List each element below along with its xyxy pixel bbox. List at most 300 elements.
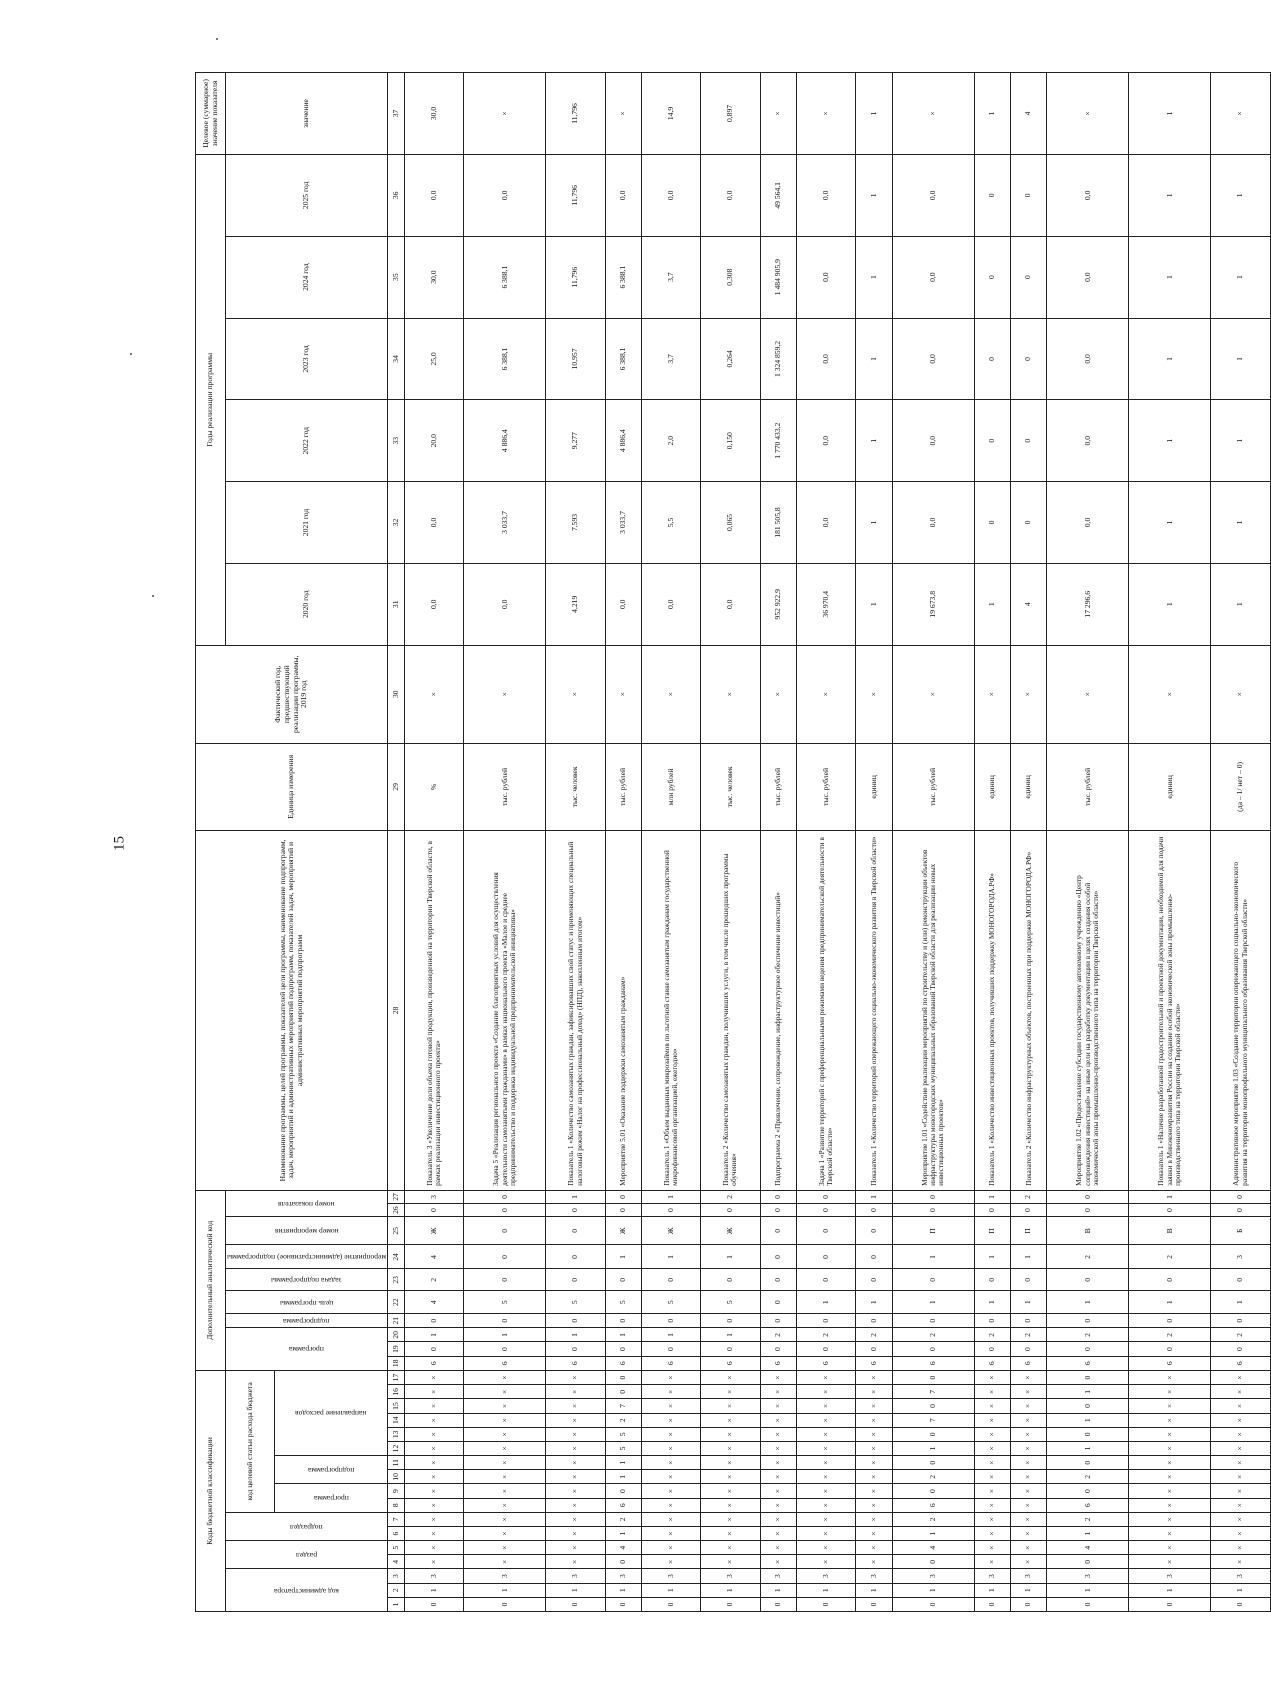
code-cell: × (1011, 1541, 1047, 1555)
unit-header: Единица измерения (196, 743, 388, 830)
code-cell: × (974, 1441, 1010, 1455)
table-row (974, 73, 1010, 1612)
code-cell: 1 (1129, 1291, 1211, 1314)
code-cell: 6 (1047, 1356, 1129, 1370)
column-number: 17 (388, 1370, 405, 1384)
year-value-cell: 1 (856, 236, 892, 318)
year-value-cell: 4,219 (546, 563, 605, 645)
code-cell: × (642, 1484, 701, 1498)
scan-mark (130, 353, 132, 355)
code-cell: 0 (796, 1245, 855, 1269)
code-cell: × (1129, 1526, 1211, 1540)
code-cell: 0 (796, 1190, 855, 1203)
row-fact-year: × (701, 645, 760, 743)
code-cell: 0 (405, 1314, 464, 1328)
code-cell: × (796, 1399, 855, 1413)
code-cell: 0 (974, 1314, 1010, 1328)
year-value-cell: 4 886,4 (464, 400, 546, 482)
code-cell: 0 (546, 1597, 605, 1611)
code-cell: 0 (760, 1269, 796, 1291)
year-value-cell: 1 (974, 563, 1010, 645)
code-cell: 0 (892, 1456, 974, 1470)
code-cell: × (1211, 1555, 1270, 1569)
code-cell: 2 (405, 1269, 464, 1291)
code-cell: × (974, 1456, 1010, 1470)
code-cell: 0 (464, 1269, 546, 1291)
code-cell: × (796, 1413, 855, 1427)
code-cell: 0 (892, 1314, 974, 1328)
target-value-cell: 4 (1011, 73, 1047, 155)
code-cell: × (974, 1370, 1010, 1384)
target-value-cell: 30,0 (405, 73, 464, 155)
column-number: 32 (388, 482, 405, 564)
code-cell: Б (1211, 1217, 1270, 1245)
column-number: 5 (388, 1541, 405, 1555)
target-value-cell: 11,796 (546, 73, 605, 155)
code-cell: × (796, 1484, 855, 1498)
code-cell: × (546, 1413, 605, 1427)
row-unit: (да – 1/ нет – 0) (1211, 743, 1270, 830)
column-number: 35 (388, 236, 405, 318)
column-number: 29 (388, 743, 405, 830)
code-cell: 0 (701, 1269, 760, 1291)
code-cell: 0 (1011, 1269, 1047, 1291)
code-cell: 1 (605, 1470, 641, 1484)
year-value-cell: 7,593 (546, 482, 605, 564)
code-cell: 0 (892, 1370, 974, 1384)
code-cell: × (642, 1498, 701, 1512)
code-cell: 0 (605, 1385, 641, 1399)
code-cell: 1 (642, 1245, 701, 1269)
year-value-cell: 0 (974, 318, 1010, 400)
code-cell: 0 (405, 1342, 464, 1356)
column-number: 36 (388, 154, 405, 236)
code-cell: 6 (701, 1356, 760, 1370)
code-cell: 0 (760, 1217, 796, 1245)
code-cell: × (974, 1526, 1010, 1540)
row-unit: единиц (974, 743, 1010, 830)
code-cell: × (856, 1498, 892, 1512)
code-cell: × (1211, 1456, 1270, 1470)
year-value-cell: 0,0 (1047, 236, 1129, 318)
code-cell: 0 (605, 1204, 641, 1217)
code-cell: × (464, 1541, 546, 1555)
table-row (464, 73, 546, 1612)
code-cell: × (405, 1555, 464, 1569)
year-value-cell: 0 (1011, 236, 1047, 318)
code-cell: 0 (974, 1204, 1010, 1217)
year-value-cell: 0,0 (701, 563, 760, 645)
code-cell: × (642, 1555, 701, 1569)
code-cell: 0 (605, 1269, 641, 1291)
code-cell: 1 (1047, 1583, 1129, 1597)
code-cell: 1 (701, 1328, 760, 1342)
rotated-table-container (195, 72, 1249, 1612)
code-cell: 0 (856, 1204, 892, 1217)
code-cell: × (701, 1370, 760, 1384)
code-cell: × (642, 1526, 701, 1540)
code-cell: × (701, 1456, 760, 1470)
code-cell: × (464, 1484, 546, 1498)
code-cell: 0 (1047, 1342, 1129, 1356)
code-cell: 2 (892, 1328, 974, 1342)
code-cell: × (1011, 1555, 1047, 1569)
code-cell: 1 (892, 1291, 974, 1314)
year-value-cell: 5,5 (642, 482, 701, 564)
code-cell: 1 (856, 1291, 892, 1314)
table-row (760, 73, 796, 1612)
year-value-cell: 1 (856, 482, 892, 564)
code-cell: × (701, 1484, 760, 1498)
year-value-cell: 0 (1011, 154, 1047, 236)
code-cell: 0 (642, 1597, 701, 1611)
target-value-cell: × (892, 73, 974, 155)
row-fact-year: × (892, 645, 974, 743)
code-cell: × (1211, 1526, 1270, 1540)
code-cell: 1 (405, 1583, 464, 1597)
code-cell: 2 (1211, 1328, 1270, 1342)
row-name: Подпрограмма 2 «Привлечение, сопровождение, инфраструктурное обеспечение инвестиций» (760, 831, 796, 1191)
code-cell: × (1011, 1498, 1047, 1512)
code-cell: 1 (605, 1328, 641, 1342)
code-cell: 0 (642, 1204, 701, 1217)
code-cell: × (464, 1370, 546, 1384)
code-cell: 0 (546, 1217, 605, 1245)
year-value-cell: 1 (856, 318, 892, 400)
code-cell: 3 (1211, 1245, 1270, 1269)
year-value-cell: 3 033,7 (464, 482, 546, 564)
column-number: 31 (388, 563, 405, 645)
value-header: значение (226, 73, 388, 155)
code-cell: 0 (1211, 1342, 1270, 1356)
code-cell: 1 (605, 1456, 641, 1470)
code-cell: 4 (605, 1541, 641, 1555)
year-value-cell: 9,277 (546, 400, 605, 482)
code-cell: × (1011, 1470, 1047, 1484)
year-value-cell: 20,0 (405, 400, 464, 482)
code-cell: 0 (796, 1269, 855, 1291)
fact-year-header: Фактический год, предшествующий реализации программы, 2019 год (196, 645, 388, 743)
row-name: Административное мероприятие 1.03 «Создание территории опережающего социально-экономического развития на территории монопрофильного муниципального образования Тверской области» (1211, 831, 1270, 1191)
row-unit: тыс. человек (701, 743, 760, 830)
code-cell: × (1211, 1498, 1270, 1512)
code-cell: 1 (796, 1291, 855, 1314)
code-cell: × (642, 1456, 701, 1470)
code-cell: × (796, 1512, 855, 1526)
code-cell: × (1211, 1413, 1270, 1427)
code-cell: × (642, 1413, 701, 1427)
row-name: Задача 1 «Развитие территорий с преференциальными режимами ведения предпринимательской деятельности в Тверской области» (796, 831, 855, 1191)
table-row (856, 73, 892, 1612)
code-cell: × (1011, 1441, 1047, 1455)
code-cell: 2 (856, 1328, 892, 1342)
code-cell: × (974, 1427, 1010, 1441)
code-cell: 0 (760, 1204, 796, 1217)
code-cell: 0 (1211, 1204, 1270, 1217)
code-cell: × (1011, 1456, 1047, 1470)
code-cell: × (760, 1555, 796, 1569)
row-unit: тыс. рублей (1047, 743, 1129, 830)
year-value-cell: 952 922,9 (760, 563, 796, 645)
code-cell: 5 (605, 1427, 641, 1441)
code-cell: 0 (605, 1370, 641, 1384)
column-number: 27 (388, 1190, 405, 1203)
year-value-cell: 1 (1129, 482, 1211, 564)
code-cell: 0 (1047, 1484, 1129, 1498)
year-value-cell: 0 (974, 400, 1010, 482)
year-value-cell: 0,0 (796, 154, 855, 236)
page-number: 15 (111, 836, 128, 851)
row-unit: млн рублей (642, 743, 701, 830)
column-number: 33 (388, 400, 405, 482)
year-value-cell: 0 (974, 154, 1010, 236)
code-cell: 0 (701, 1204, 760, 1217)
column-number: 9 (388, 1484, 405, 1498)
code-cell: × (856, 1541, 892, 1555)
code-cell: 0 (701, 1597, 760, 1611)
code-cell: 3 (1047, 1569, 1129, 1583)
code-cell: × (760, 1385, 796, 1399)
code-cell: × (796, 1555, 855, 1569)
code-cell: 0 (1047, 1456, 1129, 1470)
year-value-cell: 0,0 (1047, 318, 1129, 400)
code-cell: 5 (642, 1291, 701, 1314)
years-header: Годы реализации программы (196, 154, 226, 645)
row-name: Показатель 1 «Количество самозанятых граждан, зафиксировавших свой статус и применяющих специальный налоговый режим «Налог на профессиональный доход» (НПД), накопленным итогом» (546, 831, 605, 1191)
code-cell: × (1211, 1427, 1270, 1441)
code-cell: 6 (405, 1356, 464, 1370)
year-value-cell: 1 (1129, 154, 1211, 236)
code-cell: 0 (464, 1314, 546, 1328)
code-cell: × (464, 1413, 546, 1427)
row-unit: единиц (1129, 743, 1211, 830)
admin-code-header: код администратора (274, 1586, 340, 1596)
row-fact-year: × (1211, 645, 1270, 743)
target-value-cell: 14,9 (642, 73, 701, 155)
code-cell: 1 (546, 1190, 605, 1203)
target-value-cell: 1 (974, 73, 1010, 155)
code-cell: × (1011, 1370, 1047, 1384)
row-fact-year: × (546, 645, 605, 743)
code-cell: 6 (1011, 1356, 1047, 1370)
code-cell: × (1211, 1512, 1270, 1526)
code-cell: 2 (1129, 1245, 1211, 1269)
target-value-cell: 0,897 (701, 73, 760, 155)
column-number: 7 (388, 1512, 405, 1526)
code-cell: × (796, 1441, 855, 1455)
code-cell: 0 (892, 1555, 974, 1569)
code-cell: 3 (760, 1569, 796, 1583)
code-cell: × (405, 1385, 464, 1399)
target-value-cell: × (464, 73, 546, 155)
code-cell: × (464, 1526, 546, 1540)
code-cell: 3 (1011, 1569, 1047, 1583)
year-value-cell: 0,0 (405, 482, 464, 564)
code-cell: 1 (701, 1245, 760, 1269)
row-fact-year: × (1129, 645, 1211, 743)
code-cell: × (1129, 1498, 1211, 1512)
year-value-cell: 25,0 (405, 318, 464, 400)
code-cell: 1 (546, 1583, 605, 1597)
code-cell: 6 (546, 1356, 605, 1370)
name-header: Наименование программы, целей программы, показателей цели программы, наименование подпрограмм, задач, мероприятий и административных мероприятий подпрограмм, показателей задач, мероприятий и административных мероприятий подпрограмм (196, 831, 388, 1191)
code-cell: × (701, 1385, 760, 1399)
year-value-cell: 1 (856, 400, 892, 482)
year-value-cell: 0,0 (642, 563, 701, 645)
code-cell: 3 (1211, 1569, 1270, 1583)
year-value-cell: 0,065 (701, 482, 760, 564)
code-cell: 0 (405, 1204, 464, 1217)
target-value-cell: × (1211, 73, 1270, 155)
target-value-cell: × (605, 73, 641, 155)
code-cell: Ж (605, 1217, 641, 1245)
year-value-cell: 1 484 905,9 (760, 236, 796, 318)
code-cell: 0 (1011, 1314, 1047, 1328)
code-cell: 0 (974, 1342, 1010, 1356)
code-cell: 6 (464, 1356, 546, 1370)
code-cell: × (405, 1399, 464, 1413)
activity-header: мероприятие (административное) подпрограммы (227, 1253, 387, 1263)
column-number: 23 (388, 1269, 405, 1291)
code-cell: × (642, 1441, 701, 1455)
code-cell: 1 (1129, 1583, 1211, 1597)
year-value-cell: 6 388,1 (464, 318, 546, 400)
code-cell: 6 (892, 1498, 974, 1512)
code-cell: 0 (1129, 1597, 1211, 1611)
year-value-cell: 0,0 (796, 482, 855, 564)
column-numbers-row (388, 73, 405, 1612)
code-cell: × (701, 1399, 760, 1413)
target-value-cell: × (796, 73, 855, 155)
year-value-cell: 0,0 (892, 154, 974, 236)
code-cell: × (701, 1555, 760, 1569)
row-fact-year: × (642, 645, 701, 743)
code-cell: × (796, 1498, 855, 1512)
code-cell: × (1211, 1484, 1270, 1498)
code-cell: 2 (1047, 1470, 1129, 1484)
column-number: 14 (388, 1413, 405, 1427)
subprogram-sub-header: подпрограмма (307, 1466, 355, 1476)
code-cell: × (701, 1498, 760, 1512)
code-cell: 3 (856, 1569, 892, 1583)
code-cell: × (1129, 1456, 1211, 1470)
code-cell: 1 (605, 1245, 641, 1269)
code-cell: 0 (1047, 1399, 1129, 1413)
year-value-cell: 1 (1129, 318, 1211, 400)
code-cell: 0 (642, 1269, 701, 1291)
code-cell: 0 (1047, 1427, 1129, 1441)
code-cell: 0 (856, 1597, 892, 1611)
code-cell: 0 (796, 1217, 855, 1245)
code-cell: × (856, 1456, 892, 1470)
row-name: Мероприятие 1.02 «Предоставление субсидии государственному автономному учреждению «Центр сопровождения инвестиций» на иные цели на разработку документации в целях создания особой экономической зоны промышленно-производственного типа на территории Тверской области» (1047, 831, 1129, 1191)
row-fact-year: × (796, 645, 855, 743)
code-cell: × (1211, 1441, 1270, 1455)
code-cell: 0 (1129, 1314, 1211, 1328)
code-cell: 0 (605, 1314, 641, 1328)
code-cell: × (1011, 1385, 1047, 1399)
code-cell: П (974, 1217, 1010, 1245)
code-cell: 0 (405, 1597, 464, 1611)
code-cell: × (642, 1512, 701, 1526)
code-cell: 2 (892, 1470, 974, 1484)
code-cell: × (1129, 1512, 1211, 1526)
code-cell: 0 (605, 1484, 641, 1498)
code-cell: 6 (760, 1356, 796, 1370)
code-cell: 1 (1011, 1291, 1047, 1314)
code-cell: 0 (1211, 1190, 1270, 1203)
code-cell: × (760, 1456, 796, 1470)
code-cell: 1 (892, 1583, 974, 1597)
code-cell: × (464, 1456, 546, 1470)
year-value-cell: 0,0 (1047, 482, 1129, 564)
row-unit: тыс. человек (546, 743, 605, 830)
code-cell: × (642, 1470, 701, 1484)
year-value-cell: 0,308 (701, 236, 760, 318)
year-value-cell: 3 033,7 (605, 482, 641, 564)
code-cell: × (546, 1456, 605, 1470)
row-name: Показатель 1 «Количество территорий опережающего социально-экономического развития в Тверской области» (856, 831, 892, 1191)
year-value-cell: 1 (1129, 563, 1211, 645)
year-value-cell: 0,0 (1047, 154, 1129, 236)
code-cell: 1 (974, 1245, 1010, 1269)
code-cell: × (974, 1413, 1010, 1427)
code-cell: 1 (405, 1328, 464, 1342)
row-unit: тыс. рублей (892, 743, 974, 830)
year-value-cell: 1 (856, 154, 892, 236)
code-cell: 1 (1047, 1526, 1129, 1540)
column-number: 3 (388, 1569, 405, 1583)
target-value-cell: × (760, 73, 796, 155)
code-cell: 7 (892, 1385, 974, 1399)
code-cell: В (1047, 1217, 1129, 1245)
code-cell: 0 (605, 1555, 641, 1569)
code-cell: × (642, 1370, 701, 1384)
code-cell: 0 (464, 1597, 546, 1611)
year-value-cell: 3,7 (642, 318, 701, 400)
code-cell: × (546, 1370, 605, 1384)
column-number: 8 (388, 1498, 405, 1512)
code-cell: 0 (605, 1190, 641, 1203)
code-cell: 5 (605, 1441, 641, 1455)
row-fact-year: × (856, 645, 892, 743)
code-cell: 3 (605, 1569, 641, 1583)
code-cell: × (405, 1484, 464, 1498)
code-cell: × (1211, 1370, 1270, 1384)
program-sub-header: программа (313, 1494, 349, 1504)
code-cell: 0 (546, 1245, 605, 1269)
code-cell: 1 (974, 1291, 1010, 1314)
code-cell: × (856, 1399, 892, 1413)
code-cell: 0 (856, 1245, 892, 1269)
year-value-cell: 0,0 (796, 400, 855, 482)
code-cell: × (1129, 1427, 1211, 1441)
code-cell: П (892, 1217, 974, 1245)
code-cell: × (1129, 1555, 1211, 1569)
year-2024-header: 2024 год (226, 236, 388, 318)
code-cell: × (464, 1441, 546, 1455)
table-row (642, 73, 701, 1612)
code-cell: 1 (642, 1583, 701, 1597)
code-cell: × (1011, 1427, 1047, 1441)
row-unit: единиц (1011, 743, 1047, 830)
code-cell: 1 (892, 1245, 974, 1269)
code-cell: 2 (1129, 1328, 1211, 1342)
code-cell: × (701, 1512, 760, 1526)
code-cell: 1 (1047, 1441, 1129, 1455)
goal-program-header: цель программы (279, 1298, 334, 1308)
code-cell: × (796, 1385, 855, 1399)
